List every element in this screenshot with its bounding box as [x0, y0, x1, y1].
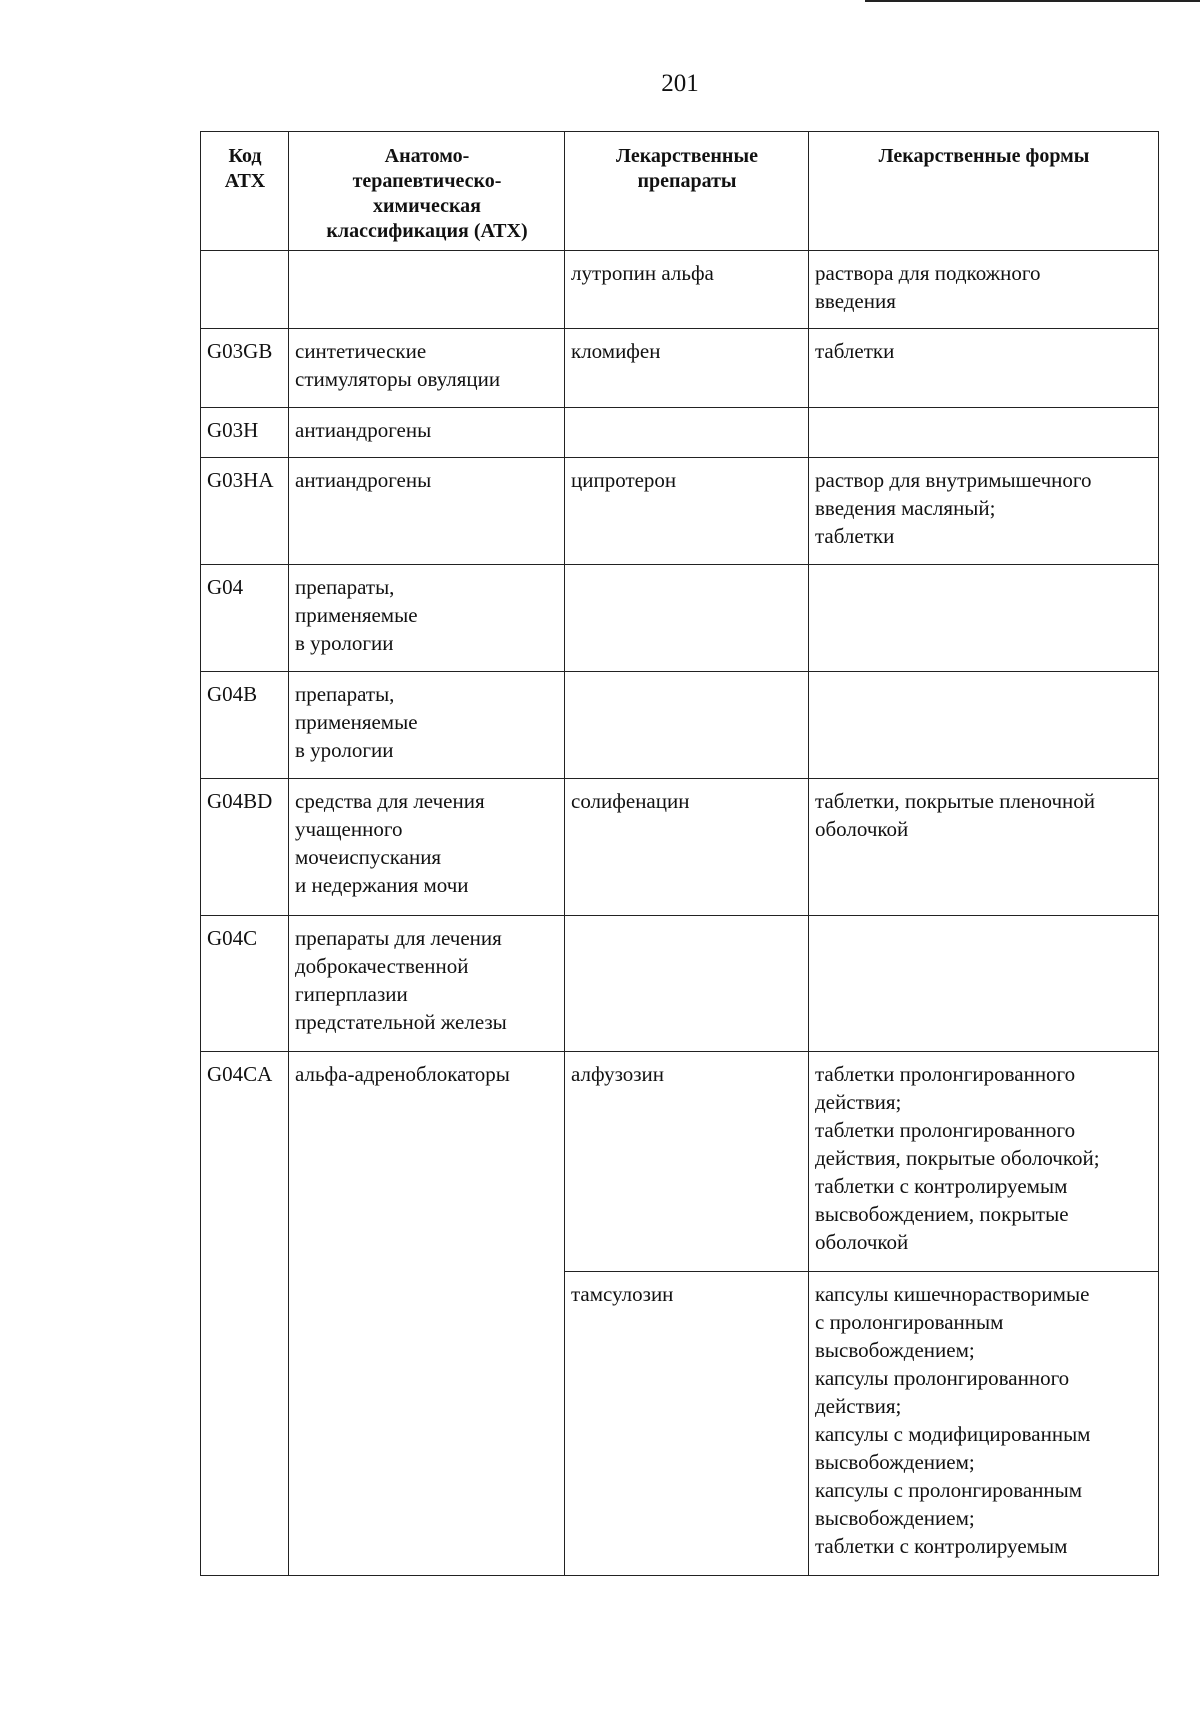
text-line: химическая — [373, 195, 481, 217]
code-cell: G03GB — [201, 329, 289, 408]
text-line: введения масляный; — [815, 496, 996, 520]
code-cell: G03HA — [201, 458, 289, 565]
forms-cell — [809, 672, 1159, 779]
text-line: тамсулозин — [571, 1282, 674, 1306]
text-line: препараты — [637, 170, 737, 192]
header-code — [201, 132, 289, 251]
text-line: препараты для лечения — [295, 926, 502, 950]
text-line: высвобождением; — [815, 1450, 975, 1474]
text-line: альфа-адреноблокаторы — [295, 1062, 510, 1086]
text-line: АТХ — [224, 170, 266, 192]
text-line: стимуляторы овуляции — [295, 367, 501, 391]
text-line: учащенного — [295, 817, 403, 841]
text-line: солифенацин — [571, 789, 690, 813]
forms-cell — [809, 916, 1159, 1052]
header-forms — [809, 132, 1159, 251]
text-line: действия; — [815, 1090, 902, 1114]
text-line: таблетки — [815, 524, 895, 548]
table-row — [201, 408, 1159, 458]
forms-cell — [809, 408, 1159, 458]
classification-cell — [289, 672, 565, 779]
forms-cell — [809, 1052, 1159, 1272]
text-line: классификация (АТХ) — [326, 220, 528, 242]
classification-cell — [289, 565, 565, 672]
text-line: капсулы с модифицированным — [815, 1422, 1091, 1446]
text-line: таблетки, покрытые пленочной — [815, 789, 1096, 813]
table-row — [201, 1052, 1159, 1272]
text-line: лутропин альфа — [571, 261, 714, 285]
text-line: кломифен — [571, 339, 661, 363]
text-line: введения — [815, 289, 896, 313]
forms-cell — [809, 329, 1159, 408]
drug-cell — [565, 329, 809, 408]
code-cell: G04BD — [201, 779, 289, 916]
text-line: Лекарственные формы — [878, 145, 1090, 167]
table-row — [201, 458, 1159, 565]
forms-cell — [809, 251, 1159, 329]
drug-cell — [565, 1052, 809, 1272]
forms-cell — [809, 1272, 1159, 1576]
drug-cell — [565, 408, 809, 458]
text-line: действия; — [815, 1394, 902, 1418]
classification-cell — [289, 329, 565, 408]
text-line: синтетические — [295, 339, 427, 363]
text-line: препараты, — [295, 575, 395, 599]
text-line: капсулы пролонгированного — [815, 1366, 1070, 1390]
text-line: гиперплазии — [295, 982, 408, 1006]
text-line: применяемые — [295, 603, 418, 627]
text-line: терапевтическо- — [352, 170, 502, 192]
code-cell: G04B — [201, 672, 289, 779]
classification-cell — [289, 779, 565, 916]
text-line: Анатомо- — [384, 145, 470, 167]
drug-cell — [565, 251, 809, 329]
text-line: таблетки с контролируемым — [815, 1534, 1068, 1558]
classification-cell — [289, 251, 565, 329]
table-row — [201, 329, 1159, 408]
text-line: алфузозин — [571, 1062, 665, 1086]
text-line: капсулы кишечнорастворимые — [815, 1282, 1090, 1306]
text-line: предстательной железы — [295, 1010, 507, 1034]
header-row — [201, 132, 1159, 251]
text-line: Код — [228, 145, 262, 167]
text-line: действия, покрытые оболочкой; — [815, 1146, 1100, 1170]
text-line: таблетки пролонгированного — [815, 1062, 1076, 1086]
header-classification — [289, 132, 565, 251]
drug-cell — [565, 565, 809, 672]
text-line: мочеиспускания — [295, 845, 442, 869]
code-cell: G03H — [201, 408, 289, 458]
header-drugs — [565, 132, 809, 251]
code-cell: G04C — [201, 916, 289, 1052]
text-line: раствор для внутримышечного — [815, 468, 1092, 492]
classification-cell — [289, 916, 565, 1052]
text-line: капсулы с пролонгированным — [815, 1478, 1083, 1502]
classification-cell — [289, 458, 565, 565]
drug-cell — [565, 1272, 809, 1576]
table-row — [201, 916, 1159, 1052]
drug-cell — [565, 779, 809, 916]
forms-cell — [809, 458, 1159, 565]
text-line: препараты, — [295, 682, 395, 706]
text-line: применяемые — [295, 710, 418, 734]
table-row — [201, 779, 1159, 916]
classification-cell — [289, 408, 565, 458]
text-line: высвобождением, покрытые — [815, 1202, 1069, 1226]
text-line: раствора для подкожного — [815, 261, 1041, 285]
drug-cell — [565, 458, 809, 565]
text-line: средства для лечения — [295, 789, 485, 813]
text-line: высвобождением; — [815, 1506, 975, 1530]
text-line: антиандрогены — [295, 468, 432, 492]
drug-cell — [565, 672, 809, 779]
drug-cell — [565, 916, 809, 1052]
table-row — [201, 565, 1159, 672]
table-row — [201, 672, 1159, 779]
text-line: таблетки с контролируемым — [815, 1174, 1068, 1198]
table-row — [201, 251, 1159, 329]
text-line: оболочкой — [815, 1230, 909, 1254]
atx-table — [200, 131, 1159, 1576]
text-line: таблетки пролонгированного — [815, 1118, 1076, 1142]
top-rule — [865, 0, 1200, 2]
table-header — [201, 132, 1159, 251]
forms-cell — [809, 779, 1159, 916]
text-line: и недержания мочи — [295, 873, 469, 897]
text-line: в урологии — [295, 631, 394, 655]
table-body — [201, 251, 1159, 1576]
code-cell: G04CA — [201, 1052, 289, 1576]
classification-cell — [289, 1052, 565, 1576]
code-cell: G04 — [201, 565, 289, 672]
text-line: Лекарственные — [616, 145, 758, 167]
text-line: антиандрогены — [295, 418, 432, 442]
text-line: доброкачественной — [295, 954, 469, 978]
text-line: высвобождением; — [815, 1338, 975, 1362]
text-line: в урологии — [295, 738, 394, 762]
code-cell — [201, 251, 289, 329]
text-line: оболочкой — [815, 817, 909, 841]
page-number: 201 — [661, 70, 699, 97]
text-line: ципротерон — [571, 468, 677, 492]
text-line: таблетки — [815, 339, 895, 363]
forms-cell — [809, 565, 1159, 672]
text-line: с пролонгированным — [815, 1310, 1004, 1334]
